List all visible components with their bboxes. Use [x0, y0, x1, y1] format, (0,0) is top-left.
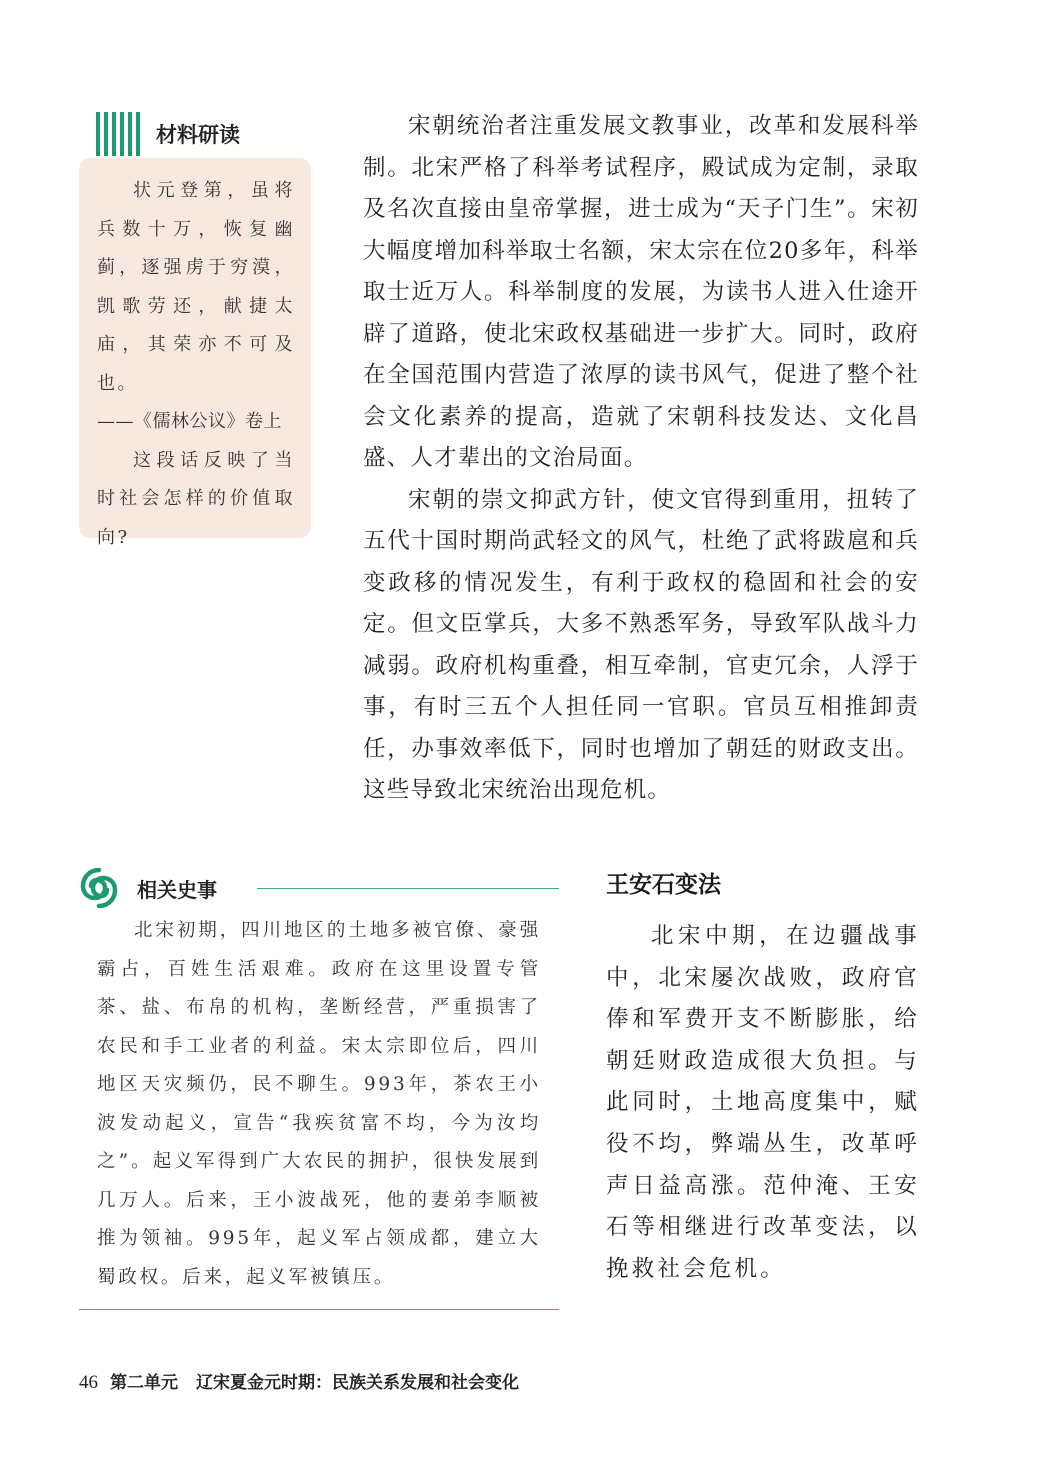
section-body	[606, 916, 920, 1290]
material-source: ——《儒林公议》卷上	[97, 411, 282, 432]
page-number: 46	[79, 1372, 98, 1393]
related-history-paragraph: 北宋初期，四川地区的土地多被官僚、豪强霸占，百姓生活艰难。政府在这里设置专管茶、盐、布帛的机构，垄断经营，严重损害了农民和手工业者的利益。宋太宗即位后，四川地区天灾频仍，民不聊生。993年，茶农王小波发动起义，宣告“我疾贫富不均，今为汝均之”。起义军得到广大农民的拥护，很快发展到几万人。后来，王小波战死，他的妻弟李顺被推为领袖。995年，起义军占领成都，建立大蜀政权。后来，起义军被镇压。	[97, 920, 541, 1288]
related-history-bottom-rule	[79, 1309, 559, 1310]
section-paragraph: 北宋中期，在边疆战事中，北宋屡次战败，政府官俸和军费开支不断膨胀，给朝廷财政造成很大负担。与此同时，土地高度集中，赋役不均，弊端丛生，改革呼声日益高涨。范仲淹、王安石等相继进行改革变法，以挽救社会危机。	[606, 923, 920, 1282]
page-footer	[79, 1368, 519, 1394]
unit-label: 第二单元	[110, 1373, 178, 1393]
related-history-title: 相关史事	[137, 877, 217, 902]
related-history-header	[79, 866, 217, 910]
unit-title: 辽宋夏金元时期：民族关系发展和社会变化	[196, 1373, 519, 1393]
book-spines-icon	[96, 112, 140, 156]
material-question: 这段话反映了当时社会怎样的价值取向?	[97, 449, 295, 548]
related-history-body	[97, 912, 541, 1297]
main-paragraph-2: 宋朝的崇文抑武方针，使文官得到重用，扭转了五代十国时期尚武轻文的风气，杜绝了武将跋扈和兵变政移的情况发生，有利于政权的稳固和社会的安定。但文臣掌兵，大多不熟悉军务，导致军队战斗力减弱。政府机构重叠，相互牵制，官吏冗余，人浮于事，有时三五个人担任同一官职。官员互相推卸责任，办事效率低下，同时也增加了朝廷的财政支出。这些导致北宋统治出现危机。	[363, 486, 919, 803]
material-quote: 状元登第，虽将兵数十万，恢复幽蓟，逐强虏于穷漠，凯歌劳还，献捷太庙，其荣亦不可及也。	[97, 180, 295, 394]
section-title: 王安石变法	[606, 872, 721, 898]
material-reading-title: 材料研读	[156, 123, 240, 147]
related-history-top-rule	[257, 888, 559, 889]
scroll-knot-icon	[79, 866, 119, 910]
material-reading-header	[96, 112, 240, 156]
material-reading-box	[79, 158, 311, 548]
main-paragraph-1: 宋朝统治者注重发展文教事业，改革和发展科举制。北宋严格了科举考试程序，殿试成为定制，录取及名次直接由皇帝掌握，进士成为“天子门生”。宋初大幅度增加科举取士名额，宋太宗在位20多年，科举取士近万人。科举制度的发展，为读书人进入仕途开辟了道路，使北宋政权基础进一步扩大。同时，政府在全国范围内营造了浓厚的读书风气，促进了整个社会文化素养的提高，造就了宋朝科技发达、文化昌盛、人才辈出的文治局面。	[363, 113, 919, 471]
main-text	[363, 106, 919, 812]
